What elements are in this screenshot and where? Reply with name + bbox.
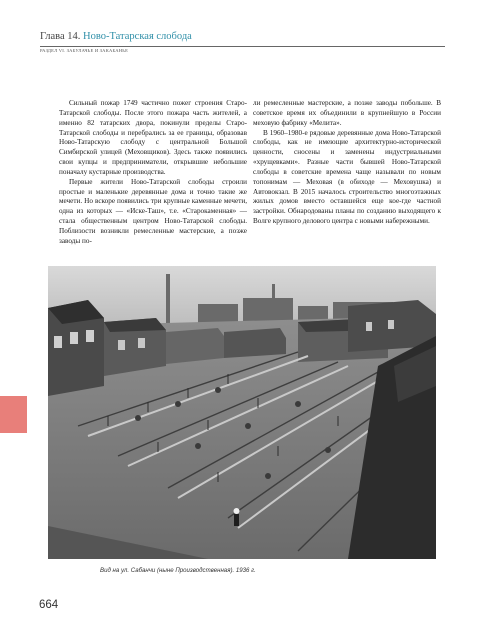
street-view-illustration [48,266,436,559]
paragraph: Сильный пожар 1749 частично пожег строения Старо-Татарской слободы. После этого пожара часть жителей, а именно 82 татарских двора, покинули пределы Старо-Татарской слободы и перебрались за ее границы, образовав Ново-Татарскую слободу с центральной Большой Симбирской улицей (Меховщиков). Здесь также появились свои купцы и предприниматели, открывшие небольшие поначалу кустарные производства. [59,99,247,176]
section-side-tab [0,396,27,433]
paragraph: В 1960–1980-е рядовые деревянные дома Ново-Татарской слободы, как не имеющие архитектурно-исторической ценности, сносены и заменены индустриальными «хрущевками». Разные части бывшей Ново-Татарской слободы в советские времена чаще называли по новым топонимам — Меховая (в обиходе — Меховушка) и Автовокзал. В 2015 началось строительство многоэтажных жилых домов вместо оставшейся еще кое-где частной застройки. Обнародованы планы по созданию выходящего к Волге крупного делового центра с новыми набережными. [253,128,441,226]
photo-caption: Вид на ул. Сабанчи (ныне Производственная). 1936 г. [100,567,256,574]
chapter-title: Ново-Татарская слобода [83,31,192,42]
text-column-right [253,99,441,227]
header-rule [40,46,445,47]
page-number: 664 [39,599,59,611]
paragraph: ли ремесленные мастерские, а позже заводы побольше. В советское время их объединили в крупнейшую в России меховую фабрику «Мелита». [253,99,441,127]
chapter-number: Глава 14. [40,31,81,42]
historical-photo [48,266,436,559]
section-label: РАЗДЕЛ VI. ЗАБУЛАЧЬЕ И ЗАКАБАНЬЕ [40,48,129,53]
paragraph: Первые жители Ново-Татарской слободы строили простые и маленькие деревянные дома и точно такие же мечети. Но вскоре появились три крупные каменные мечети, одна из которых — «Иске-Таш», т.е. «Старокаменная» — стала общественным центром Ново-Татарской слободы. Поблизости возникли ремесленные мастерские, а позже заводы пo- [59,177,247,245]
text-column-left [59,99,247,247]
running-header [40,31,192,42]
